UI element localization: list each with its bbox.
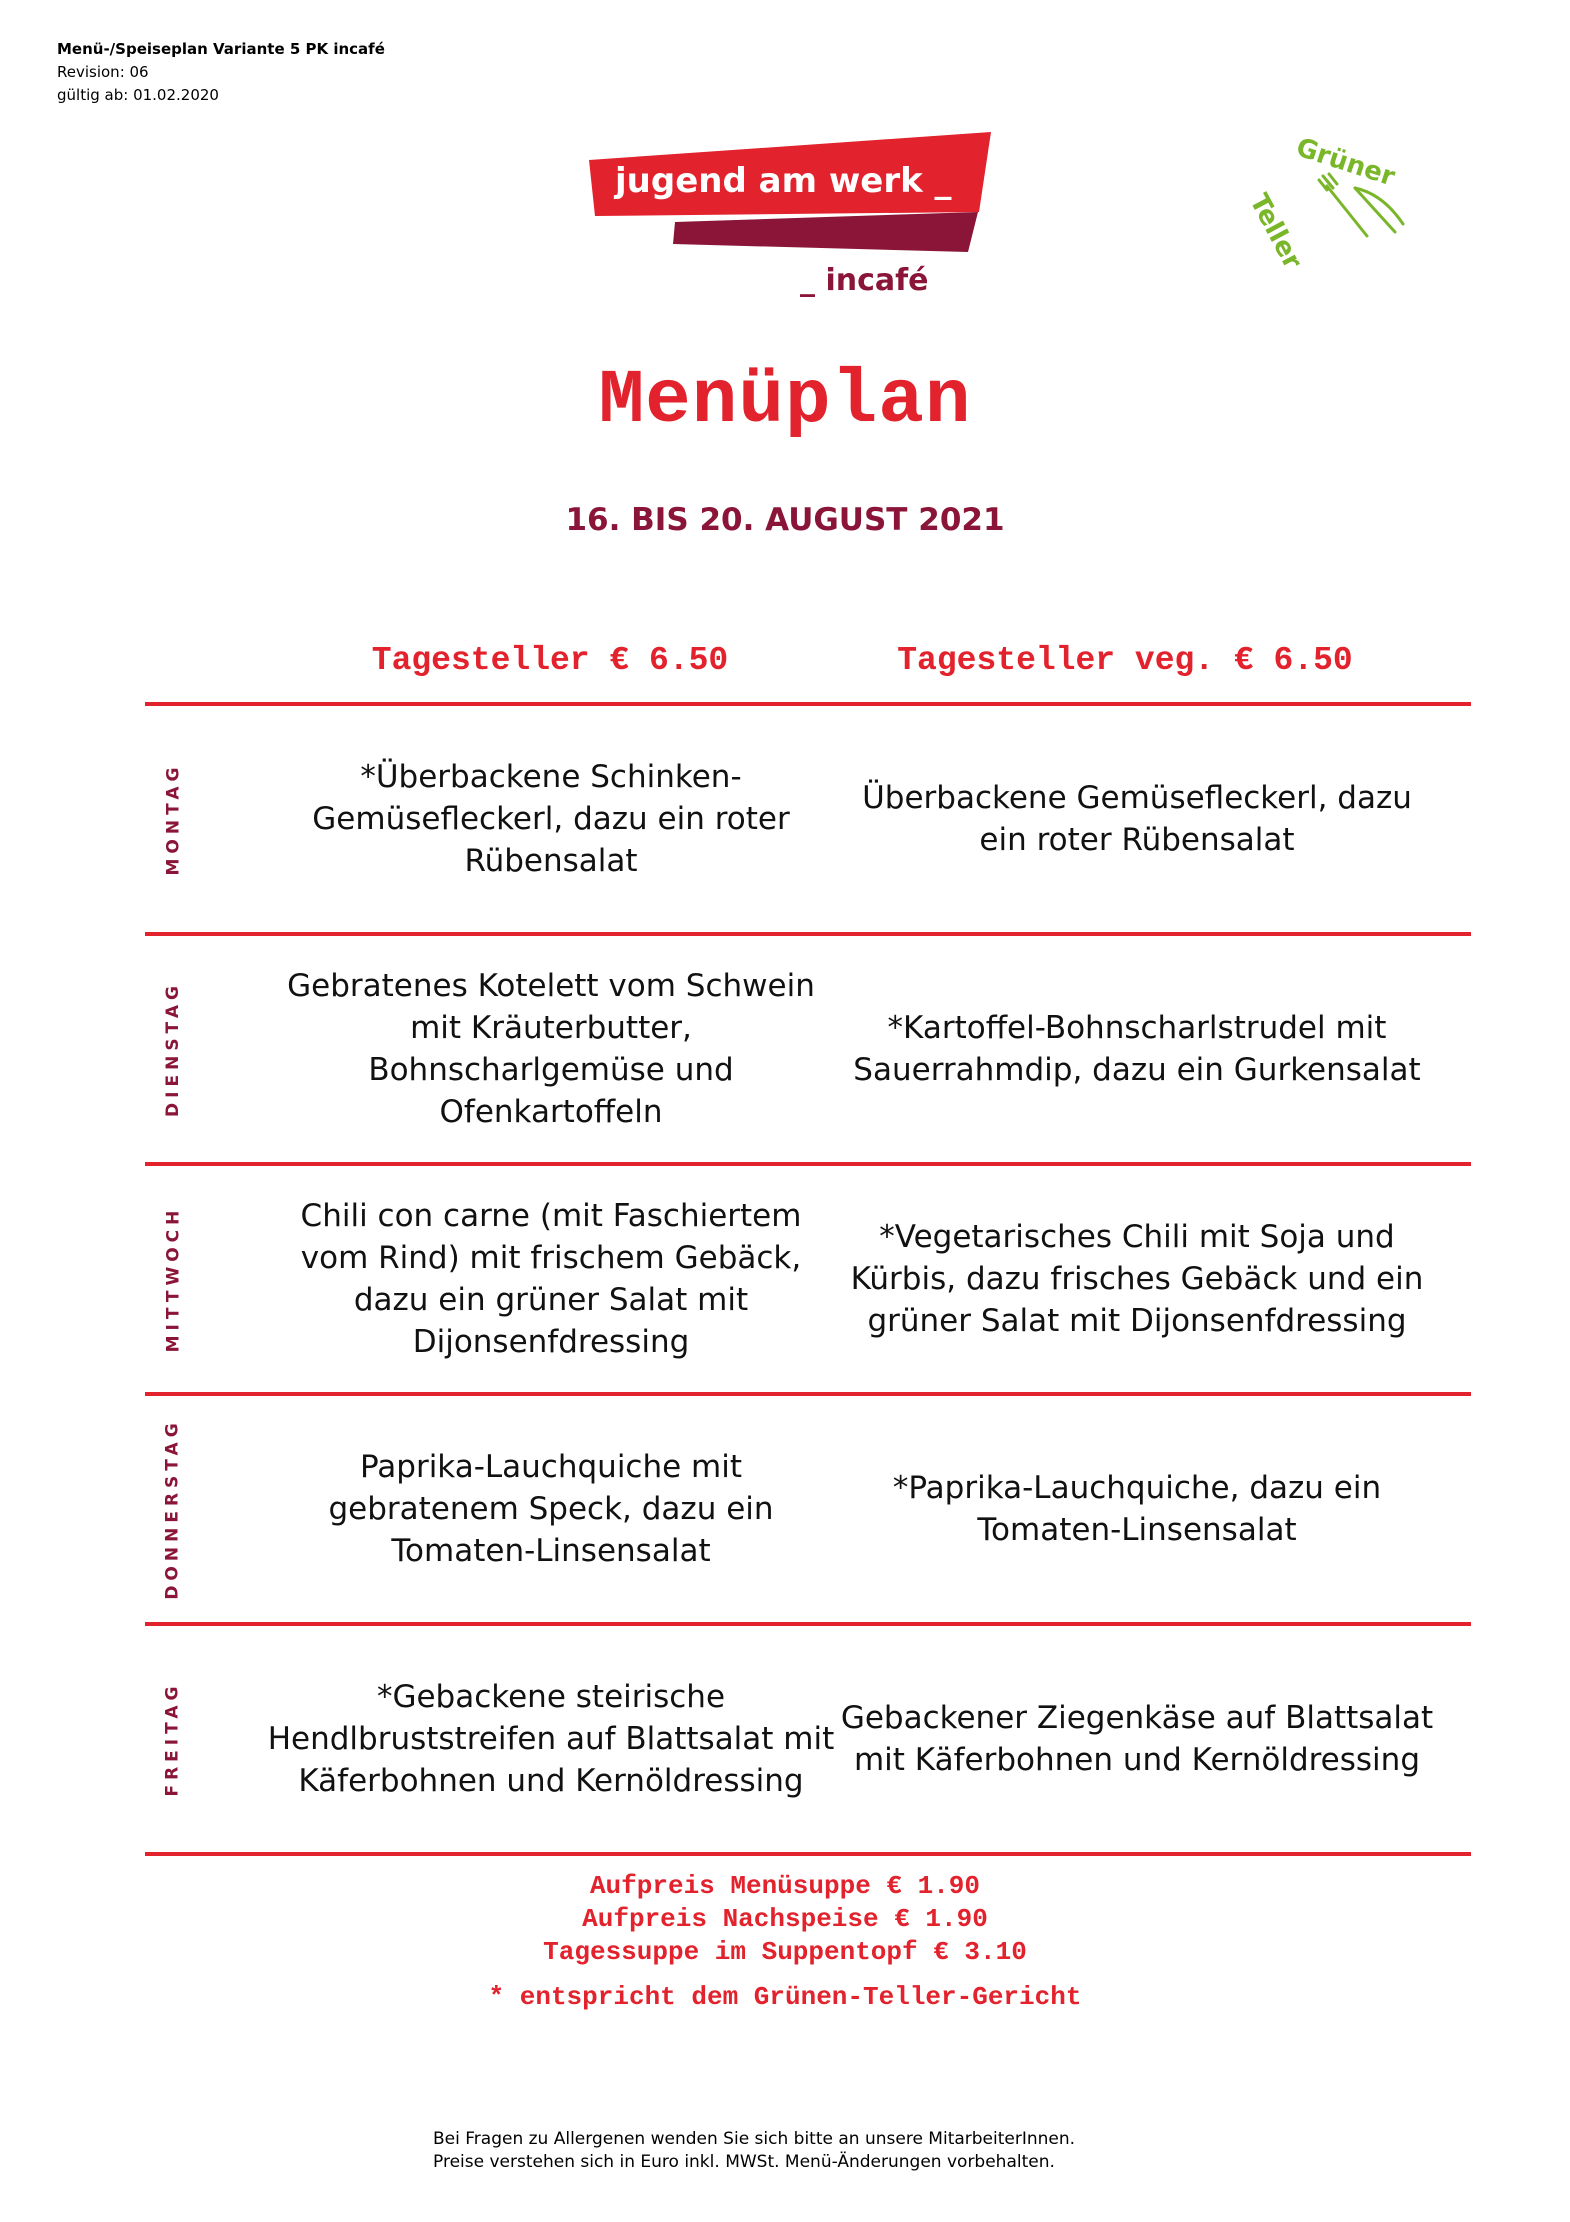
footer [433,2128,1075,2174]
dish-veg-dienstag: *Kartoffel-Bohnscharlstrudel mit Sauerrahmdip, dazu ein Gurkensalat [853,1010,1421,1088]
revision-label: Revision: 06 [57,63,149,81]
dish-freitag: *Gebackene steirische Hendlbruststreifen auf Blattsalat mit Käferbohnen und Kernöldressing [267,1679,835,1799]
column-header-tagesteller-veg: Tagesteller veg. € 6.50 [897,642,1353,679]
dish-veg-donnerstag: *Paprika-Lauchquiche, dazu ein Tomaten-Linsensalat [892,1470,1382,1548]
badge-text-teller: Teller [1243,189,1308,274]
jugend-am-werk-logo [585,132,995,302]
column-header-tagesteller: Tagesteller € 6.50 [371,642,729,679]
day-label-dienstag: DIENSTAG [163,981,184,1117]
valid-from-label: gültig ab: 01.02.2020 [57,86,219,104]
document-meta [57,38,385,107]
extra-tagessuppe: Tagessuppe im Suppentopf € 3.10 [543,1937,1027,1967]
document-title: Menü-/Speiseplan Variante 5 PK incafé [57,40,385,58]
dish-donnerstag: Paprika-Lauchquiche mit gebratenem Speck, dazu ein Tomaten-Linsensalat [328,1449,774,1569]
extra-nachspeise: Aufpreis Nachspeise € 1.90 [582,1904,988,1934]
extras-list [0,1870,1570,2014]
extra-menuesuppe: Aufpreis Menüsuppe € 1.90 [589,1871,981,1901]
logo-brand-text: jugend am werk _ [615,161,952,201]
dish-veg-mittwoch: *Vegetarisches Chili mit Soja und Kürbis, dazu frisches Gebäck und ein grüner Salat mit Dijonsenfdressing [850,1219,1424,1339]
date-range: 16. BIS 20. AUGUST 2021 [565,502,1005,538]
footer-allergen-note: Bei Fragen zu Allergenen wenden Sie sich bitte an unsere MitarbeiterInnen. [433,2129,1076,2149]
day-label-mittwoch: MITTWOCH [163,1205,184,1353]
logo-sub-text: _ incafé [800,263,929,298]
gruener-teller-logo [1243,128,1415,274]
badge-text-gruener: Grüner [1292,132,1399,193]
gruener-teller-note: * entspricht dem Grünen-Teller-Gericht [488,1982,1082,2012]
footer-price-note: Preise verstehen sich in Euro inkl. MWSt. Menü-Änderungen vorbehalten. [433,2152,1055,2172]
dish-montag: *Überbackene Schinken-Gemüsefleckerl, dazu ein roter Rübensalat [312,759,790,879]
dish-veg-freitag: Gebackener Ziegenkäse auf Blattsalat mit Käferbohnen und Kernöldressing [840,1700,1434,1778]
page-title: Menüplan [598,358,972,444]
day-label-montag: MONTAG [163,762,184,876]
dish-mittwoch: Chili con carne (mit Faschiertem vom Rind) mit frischem Gebäck, dazu ein grüner Salat mit Dijonsenfdressing [300,1198,802,1360]
day-label-donnerstag: DONNERSTAG [163,1418,184,1600]
day-label-freitag: FREITAG [163,1681,183,1797]
dish-dienstag: Gebratenes Kotelett vom Schwein mit Kräuterbutter, Bohnscharlgemüse und Ofenkartoffeln [287,968,815,1130]
dish-veg-montag: Überbackene Gemüsefleckerl, dazu ein roter Rübensalat [862,780,1412,858]
divider-rule [145,1852,1471,1856]
